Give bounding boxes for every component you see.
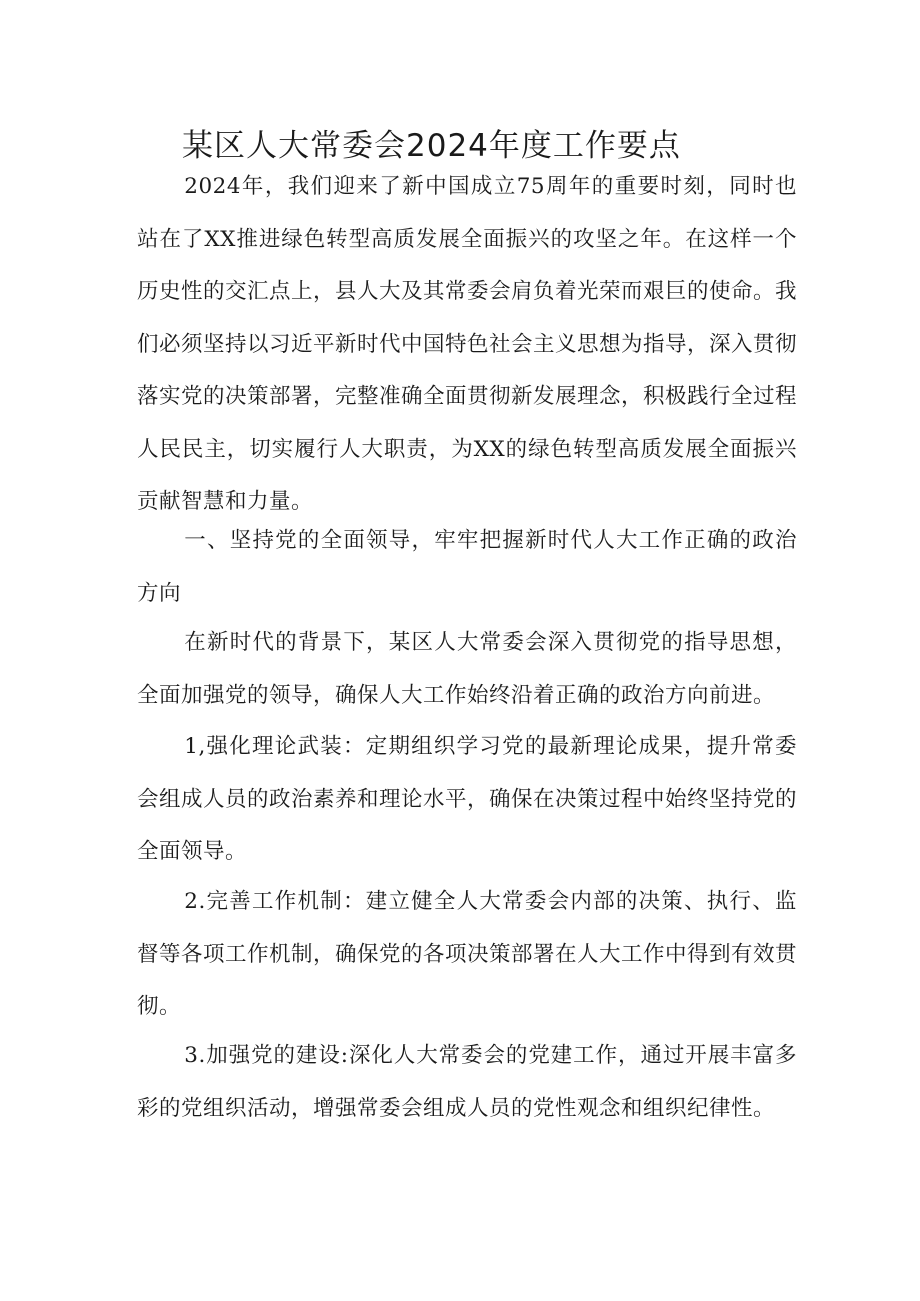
document-title: 某区人大常委会2024年度工作要点 [182, 128, 681, 164]
list-item-1: 1,强化理论武装：定期组织学习党的最新理论成果，提升常委会组成人员的政治素养和理论水平，确保在决策过程中始终坚持党的全面领导。 [137, 734, 798, 864]
list-item-3: 3.加强党的建设:深化人大常委会的党建工作，通过开展丰富多彩的党组织活动，增强常委会组成人员的党性观念和组织纪律性。 [137, 1043, 797, 1121]
section-heading: 一、坚持党的全面领导，牢牢把握新时代人大工作正确的政治方向 [137, 528, 797, 606]
list-item-2: 2.完善工作机制：建立健全人大常委会内部的决策、执行、监督等各项工作机制，确保党的各项决策部署在人大工作中得到有效贯彻。 [137, 889, 798, 1019]
intro-paragraph: 2024年，我们迎来了新中国成立75周年的重要时刻，同时也站在了XX推进绿色转型高质发展全面振兴的攻坚之年。在这样一个历史性的交汇点上，县人大及其常委会肩负着光荣而艰巨的使命。我们必须坚持以习近平新时代中国特色社会主义思想为指导，深入贯彻落实党的决策部署，完整准确全面贯彻新发展理念，积极践行全过程人民民主，切实履行人大职责，为XX的绿色转型高质发展全面振兴贡献智慧和力量。 [137, 174, 798, 514]
section-intro-paragraph: 在新时代的背景下，某区人大常委会深入贯彻党的指导思想，全面加强党的领导，确保人大工作始终沿着正确的政治方向前进。 [137, 630, 797, 708]
